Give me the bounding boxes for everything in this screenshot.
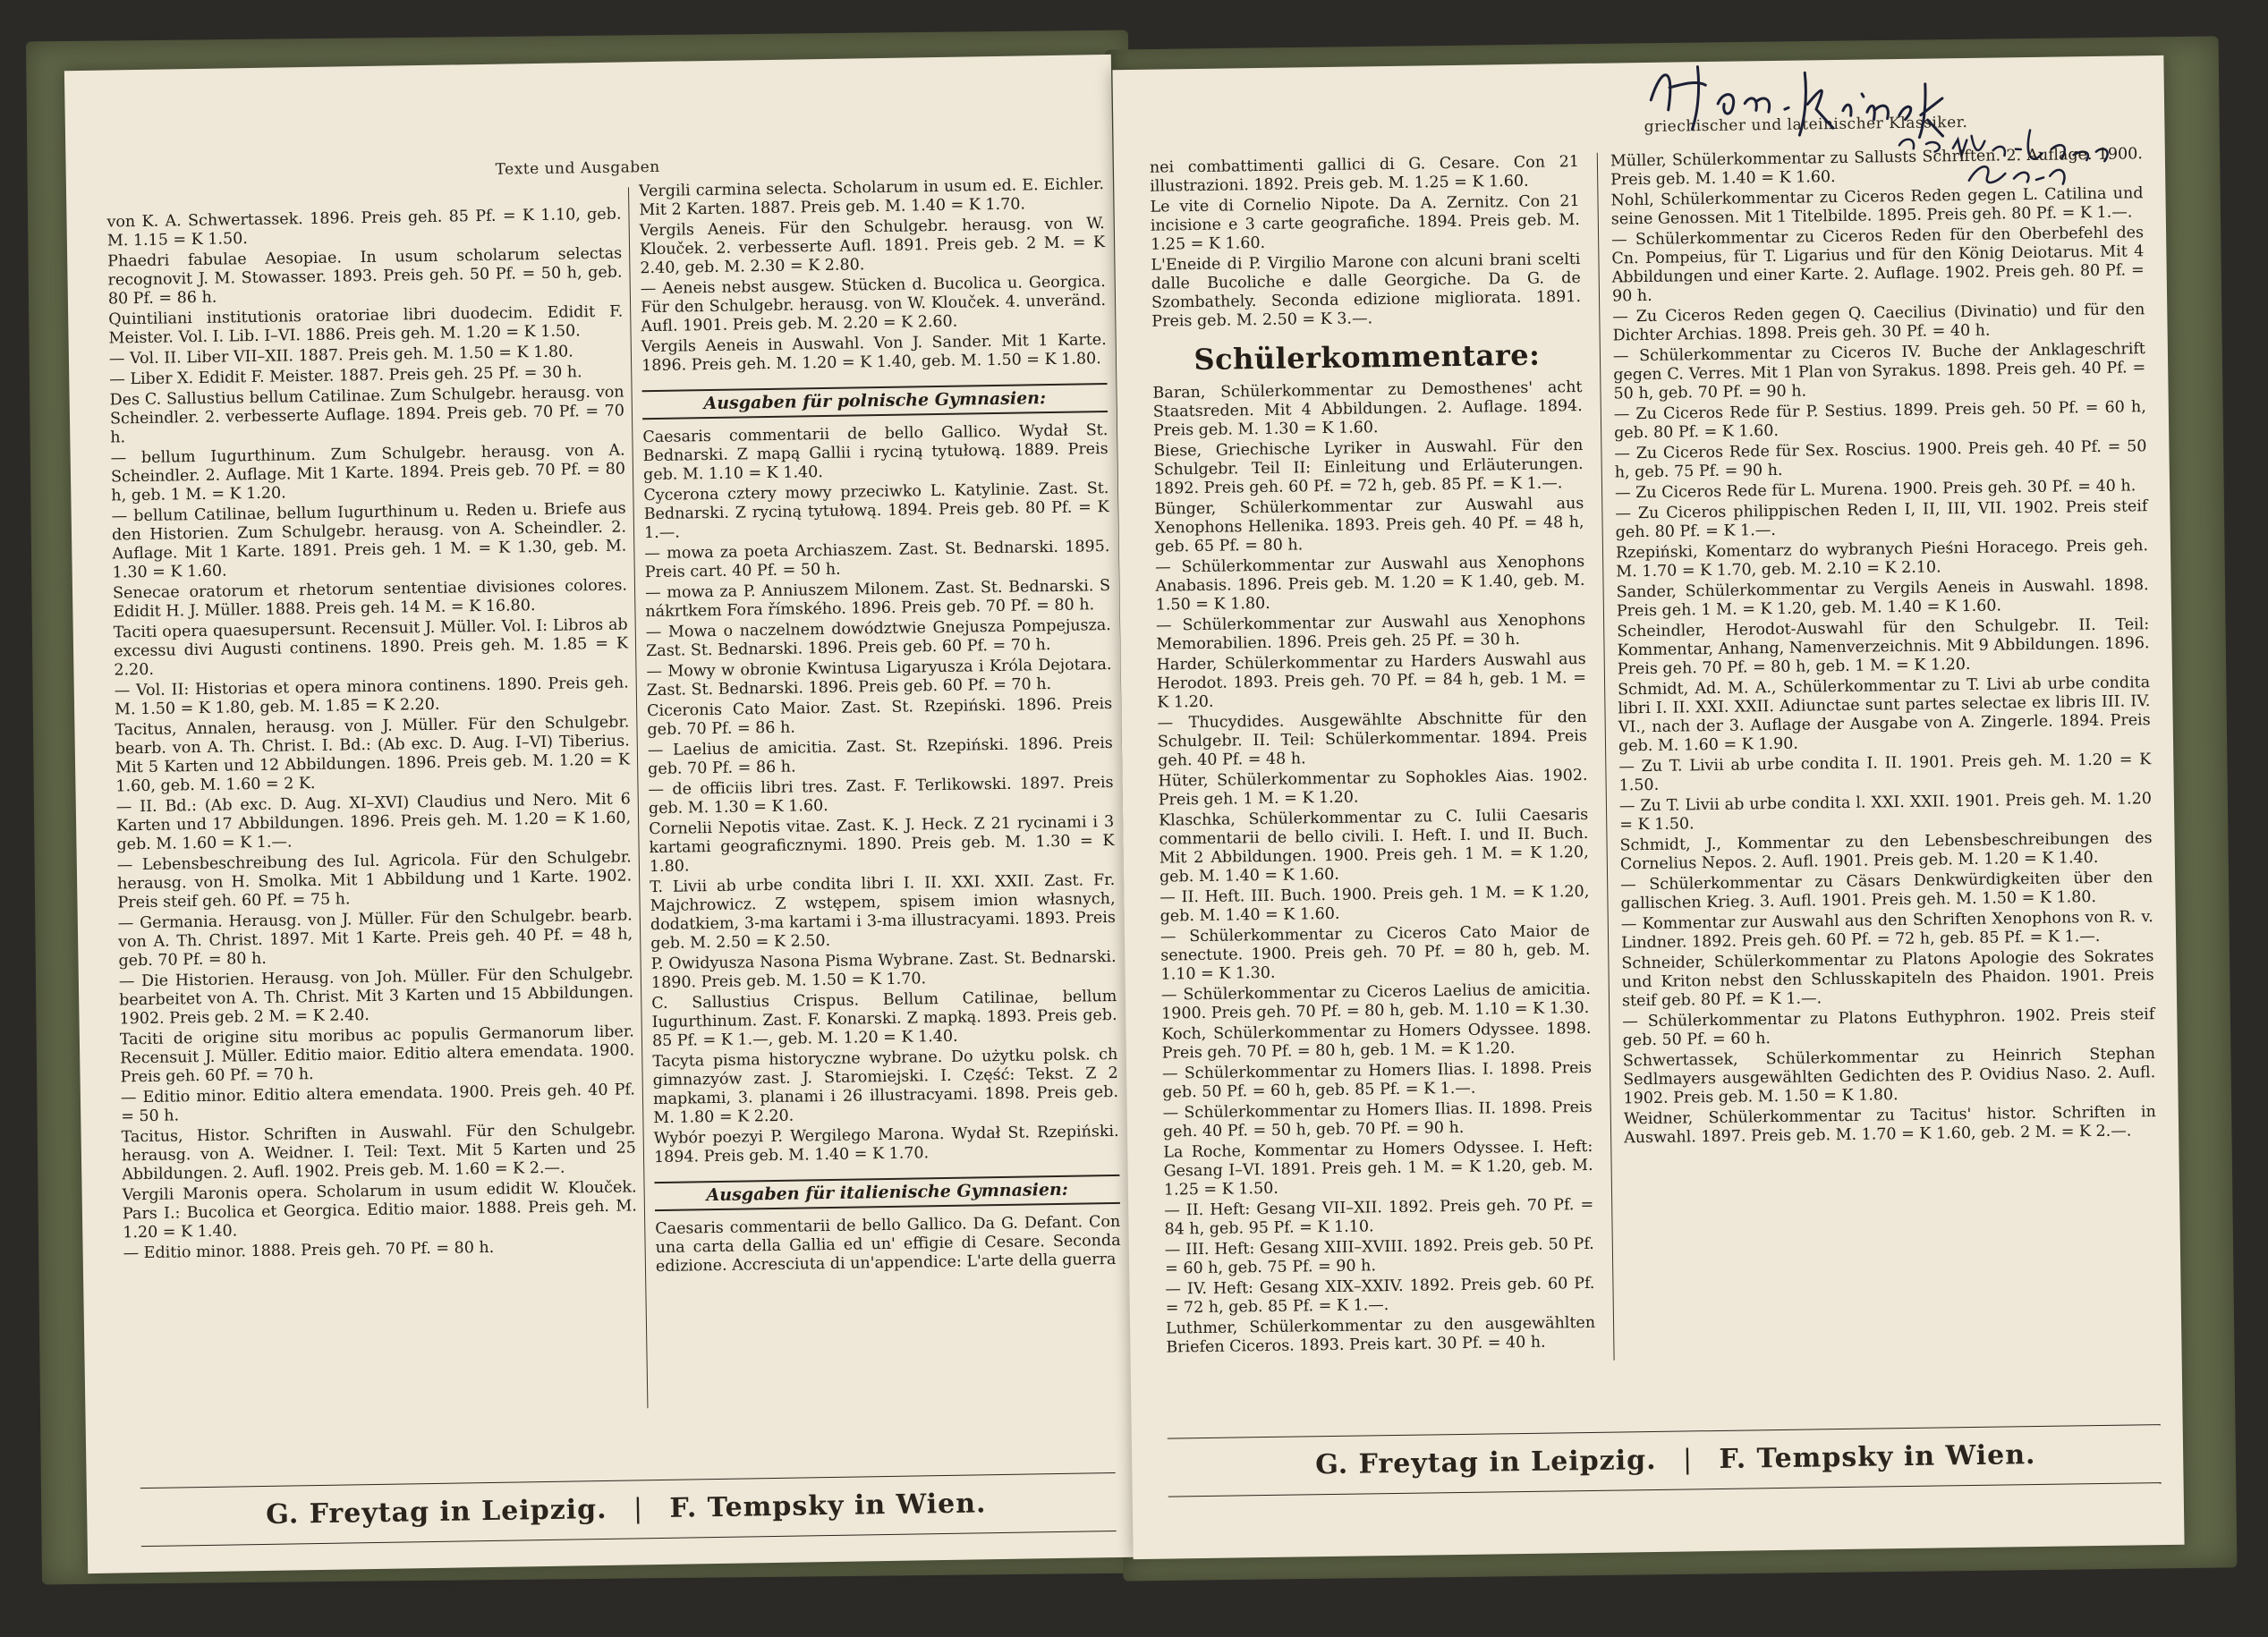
catalog-entry: Cycerona cztery mowy przeciwko L. Katylinie. Zast. St. Bednarski. Z ryciną tytułową. 1894. Preis geb. 80 Pf. = K 1.—. (643, 479, 1109, 543)
footer-rule (1168, 1424, 2161, 1438)
catalog-entry: — Zu Ciceros philippischen Reden I, II, III, VII. 1902. Preis steif geh. 80 Pf. = K 1.—. (1615, 497, 2148, 542)
catalog-entry: Schmidt, J., Kommentar zu den Lebensbeschreibungen des Cornelius Nepos. 2. Aufl. 1901. Preis geb. M. 1.20 = K 1.40. (1619, 829, 2153, 874)
catalog-entry: Luthmer, Schülerkommentar zu den ausgewählten Briefen Ciceros. 1893. Preis kart. 30 Pf. = 40 h. (1165, 1313, 1596, 1357)
catalog-entry: — Lebensbeschreibung des Iul. Agricola. Für den Schulgebr. herausg. von H. Smolka. Mit 1 Abbildung und 1 Karte. 1902. Preis steif geh. 60 Pf. = 75 h. (116, 848, 633, 912)
running-head: Texte und Ausgaben (495, 157, 660, 179)
catalog-entry: Schneider, Schülerkommentar zu Platons Apologie des Sokrates und Kriton nebst den Schlusskapiteln des Phaidon. 1901. Preis steif geb. 80 Pf. = K 1.—. (1621, 947, 2154, 1011)
catalog-entry: — IV. Heft: Gesang XIX–XXIV. 1892. Preis geb. 60 Pf. = 72 h, geb. 85 Pf. = K 1.—. (1165, 1274, 1595, 1318)
publisher-footer (266, 1488, 987, 1531)
catalog-entry: — Schülerkommentar zu Ciceros IV. Buche der Anklageschrift gegen C. Verres. Mit 1 Plan von Syrakus. 1898. Preis geh. 40 Pf. = 50 h, geb. 70 Pf. = 90 h. (1612, 340, 2146, 403)
catalog-entry: — II. Bd.: (Ab exc. D. Aug. XI–XVI) Claudius und Nero. Mit 6 Karten und 17 Abbildungen. 1896. Preis geh. M. 1.20 = K 1.60, geb. M. 1.60 = K 1.—. (115, 790, 632, 854)
catalog-entry: — Thucydides. Ausgewählte Abschnitte für den Schulgebr. II. Teil: Schülerkommentar. 1894. Preis geh. 40 Pf. = 48 h. (1157, 708, 1588, 770)
catalog-entry: — Schülerkommentar zu Platons Euthyphron. 1902. Preis steif geb. 50 Pf. = 60 h. (1622, 1005, 2155, 1050)
left-column-a (106, 206, 637, 1266)
catalog-entry: — mowa za poeta Archiaszem. Zast. St. Bednarski. 1895. Preis cart. 40 Pf. = 50 h. (644, 538, 1110, 582)
catalog-entry: — Schülerkommentar zu Homers Ilias. II. 1898. Preis geh. 40 Pf. = 50 h, geb. 70 Pf. = 90 h. (1162, 1098, 1593, 1141)
catalog-entry: Wybór poezyi P. Wergilego Marona. Wydał St. Rzepiński. 1894. Preis geb. M. 1.40 = K 1.70. (653, 1122, 1119, 1167)
catalog-entry: Tacitus, Histor. Schriften in Auswahl. Für den Schulgebr. herausg. von A. Weidner. I. Teil: Text. Mit 5 Karten und 25 Abbildungen. 2. Aufl. 1902. Preis geb. M. 1.60 = K 2.—. (121, 1120, 637, 1184)
catalog-entry: — Zu Ciceros Rede für L. Murena. 1900. Preis geh. 30 Pf. = 40 h. (1614, 477, 2136, 503)
catalog-entry: Biese, Griechische Lyriker in Auswahl. Für den Schulgebr. Teil II: Einleitung und Erläuterungen. 1892. Preis geh. 60 Pf. = 72 h, geb. 85 Pf. = K 1.—. (1153, 436, 1584, 498)
catalog-entry: Schwertassek, Schülerkommentar zu Heinrich Stephan Sedlmayers ausgewählten Gedichten des P. Ovidius Naso. 2. Aufl. 1902. Preis geb. M. 1.50 = K 1.80. (1622, 1045, 2156, 1108)
catalog-entry: — Kommentar zur Auswahl aus den Schriften Xenophons von R. v. Lindner. 1892. Preis geh. 60 Pf. = 72 h, geb. 85 Pf. = K 1.—. (1620, 908, 2153, 953)
catalog-entry: Senecae oratorum et rhetorum sententiae divisiones colores. Edidit H. J. Müller. 1888. Preis geh. 14 M. = K 16.80. (112, 576, 628, 622)
catalog-entry: Harder, Schülerkommentar zu Harders Auswahl aus Herodot. 1893. Preis geh. 70 Pf. = 84 h, geb. 1 M. = K 1.20. (1156, 649, 1587, 712)
catalog-entry: — Editio minor. 1888. Preis geh. 70 Pf. = 80 h. (123, 1238, 495, 1263)
catalog-entry: von K. A. Schwertassek. 1896. Preis geh. 85 Pf. = K 1.10, geb. M. 1.15 = K 1.50. (106, 205, 622, 250)
footer-rule (1168, 1482, 2162, 1497)
catalog-entry: — Mowy w obronie Kwintusa Ligaryusza i Króla Dejotara. Zast. St. Bednarski. 1896. Preis geb. 60 Pf. = 70 h. (646, 655, 1112, 700)
catalog-entry: Schmidt, Ad. M. A., Schülerkommentar zu T. Livi ab urbe condita libri I. II. XXI. XXII. Adiunctae sunt partes selectae ex libris III. IV. VI., nach der 3. Auflage der Ausgabe von A. Zingerle. 1894. Preis geb. M. 1.60 = K 1.90. (1618, 674, 2151, 756)
catalog-entry: Sander, Schülerkommentar zu Vergils Aeneis in Auswahl. 1898. Preis geh. 1 M. = K 1.20, geb. M. 1.40 = K 1.60. (1616, 576, 2149, 621)
catalog-entry: — Zu Ciceros Rede für P. Sestius. 1899. Preis geh. 50 Pf. = 60 h, geb. 80 Pf. = K 1.60. (1613, 398, 2146, 443)
right-page (1112, 55, 2184, 1559)
catalog-entry: Weidner, Schülerkommentar zu Tacitus' histor. Schriften in Auswahl. 1897. Preis geb. M. 1.70 = K 1.60, geb. 2 M. = K 2.—. (1623, 1103, 2156, 1148)
catalog-entry: — II. Heft: Gesang VII–XII. 1892. Preis geh. 70 Pf. = 84 h, geb. 95 Pf. = K 1.10. (1164, 1195, 1594, 1239)
catalog-entry: Ciceronis Cato Maior. Zast. St. Rzepiński. 1896. Preis geb. 70 Pf. = 86 h. (647, 694, 1113, 740)
catalog-entry: — Aeneis nebst ausgew. Stücken d. Bucolica u. Georgica. Für den Schulgebr. herausg. von W. Klouček. 4. unveränd. Aufl. 1901. Preis geb. M. 2.20 = K 2.60. (640, 273, 1107, 336)
catalog-entry: nei combattimenti gallici di G. Cesare. Con 21 illustrazioni. 1892. Preis geb. M. 1.25 = K 1.60. (1149, 153, 1580, 196)
catalog-entry: Nohl, Schülerkommentar zu Ciceros Reden gegen L. Catilina und seine Genossen. Mit 1 Titelbilde. 1895. Preis geh. 80 Pf. = K 1.—. (1610, 184, 2144, 229)
catalog-entry: C. Sallustius Crispus. Bellum Catilinae, bellum Iugurthinum. Zast. F. Konarski. Z mapką. 1893. Preis geb. 85 Pf. = K 1.—, geb. M. 1.20 = K 1.40. (651, 987, 1117, 1051)
footer-rule (140, 1472, 1116, 1489)
catalog-entry: — bellum Iugurthinum. Zum Schulgebr. herausg. von A. Scheindler. 2. Auflage. Mit 1 Karte. 1894. Preis geb. 70 Pf. = 80 h, geb. 1 M. = K 1.20. (110, 441, 626, 505)
catalog-entry: — Schülerkommentar zu Ciceros Reden für den Oberbefehl des Cn. Pompeius, für T. Ligarius und für den König Deiotarus. Mit 4 Abbildungen und einer Karte. 2. Auflage. 1902. Preis geh. 80 Pf. = 90 h. (1611, 224, 2145, 306)
catalog-entry: Caesaris commentarii de bello Gallico. Da G. Defant. Con una carta della Gallia ed un' effigie di Cesare. Seconda edizione. Accresciuta di un'appendice: L'arte della guerra (655, 1212, 1121, 1277)
footer-separator: | (633, 1493, 644, 1525)
catalog-entry: — de officiis libri tres. Zast. F. Terlikowski. 1897. Preis geb. M. 1.30 = K 1.60. (648, 773, 1114, 818)
catalog-entry: Vergils Aeneis. Für den Schulgebr. herausg. von W. Klouček. 2. verbesserte Aufl. 1891. Preis geb. 2 M. = K 2.40, geb. M. 2.30 = K 2.80. (639, 215, 1106, 278)
catalog-entry: — mowa za P. Anniuszem Milonem. Zast. St. Bednarski. S nákrtkem Fora římského. 1896. Preis geb. 70 Pf. = 80 h. (644, 576, 1111, 622)
catalog-entry: Koch, Schülerkommentar zu Homers Odyssee. 1898. Preis geh. 70 Pf. = 80 h, geb. 1 M. = K 1.20. (1161, 1019, 1592, 1063)
catalog-entry: — Die Historien. Herausg. von Joh. Müller. Für den Schulgebr. bearbeitet von A. Th. Christ. Mit 3 Karten und 15 Abbildungen. 1902. Preis geb. 2 M. = K 2.40. (118, 964, 634, 1029)
catalog-entry: Vergili Maronis opera. Scholarum in usum edidit W. Klouček. Pars I.: Bucolica et Georgica. Editio maior. 1888. Preis geh. M. 1.20 = K 1.40. (122, 1178, 638, 1243)
footer-rule (141, 1531, 1117, 1547)
catalog-entry: — Schülerkommentar zu Cäsars Denkwürdigkeiten über den gallischen Krieg. 3. Aufl. 1901. Preis geh. M. 1.50 = K 1.80. (1620, 869, 2153, 913)
catalog-entry: Baran, Schülerkommentar zu Demosthenes' acht Staatsreden. Mit 4 Abbildungen. 2. Auflage. 1894. Preis geb. M. 1.30 = K 1.60. (1152, 377, 1583, 440)
catalog-entry: Taciti opera quaesupersunt. Recensuit J. Müller. Vol. I: Libros ab excessu divi Augusti continens. 1890. Preis geh. M. 1.85 = K 2.20. (113, 615, 629, 680)
catalog-entry: Cornelii Nepotis vitae. Zast. K. J. Heck. Z 21 rycinami i 3 kartami geograficznymi. 1890. Preis geb. M. 1.30 = K 1.80. (649, 812, 1115, 877)
catalog-entry: — bellum Catilinae, bellum Iugurthinum u. Reden u. Briefe aus den Historien. Zum Schulgebr. herausg. von A. Scheindler. 2. Auflage. Mit 1 Karte. 1891. Preis geh. 1 M. = K 1.30, geb. M. 1.30 = K 1.60. (111, 499, 627, 582)
catalog-entry: — Schülerkommentar zu Ciceros Laelius de amicitia. 1900. Preis geh. 70 Pf. = 80 h, geb. M. 1.10 = K 1.30. (1160, 980, 1591, 1023)
catalog-entry: Vergils Aeneis in Auswahl. Von J. Sander. Mit 1 Karte. 1896. Preis geh. M. 1.20 = K 1.40, geb. M. 1.50 = K 1.80. (641, 331, 1107, 376)
catalog-entry: — II. Heft. III. Buch. 1900. Preis geh. 1 M. = K 1.20, geb. M. 1.40 = K 1.60. (1159, 882, 1590, 926)
catalog-entry: — Liber X. Edidit F. Meister. 1887. Preis geh. 25 Pf. = 30 h. (109, 363, 582, 389)
catalog-entry: Hüter, Schülerkommentar zu Sophokles Aias. 1902. Preis geh. 1 M. = K 1.20. (1158, 766, 1588, 810)
catalog-entry: Tacitus, Annalen, herausg. von J. Müller. Für den Schulgebr. bearb. von A. Th. Christ. I. Bd.: (Ab exc. D. Aug. I–VI) Tiberius. Mit 5 Karten und 12 Abbildungen. 1896. Preis geb. M. 1.20 = K 1.60, geb. M. 1.60 = 2 K. (115, 713, 631, 796)
catalog-entry: Müller, Schülerkommentar zu Sallusts Schriften. 2. Auflage. 1900. Preis geb. M. 1.40 = K 1.60. (1610, 145, 2143, 190)
catalog-entry: Vergili carmina selecta. Scholarum in usum ed. E. Eichler. Mit 2 Karten. 1887. Preis geb. M. 1.40 = K 1.70. (638, 175, 1105, 220)
section-title: Schülerkommentare: (1193, 337, 1541, 377)
catalog-entry: — Mowa o naczelnem dowództwie Gnejusza Pompejusza. Zast. St. Bednarski. 1896. Preis geb. 60 Pf. = 70 h. (645, 615, 1111, 661)
catalog-entry: — Laelius de amicitia. Zast. St. Rzepiński. 1896. Preis geb. 70 Pf. = 86 h. (647, 734, 1113, 779)
catalog-entry: — Schülerkommentar zur Auswahl aus Xenophons Memorabilien. 1896. Preis geh. 25 Pf. = 30 h. (1155, 610, 1586, 654)
catalog-entry: La Roche, Kommentar zu Homers Odyssee. I. Heft: Gesang I–VI. 1891. Preis geh. 1 M. = K 1.20, geb. M. 1.25 = K 1.50. (1163, 1137, 1593, 1200)
left-page (64, 55, 1134, 1573)
catalog-entry: — Vol. II: Historias et opera minora continens. 1890. Preis geh. M. 1.50 = K 1.80, geb. M. 1.85 = K 2.20. (114, 674, 629, 719)
catalog-entry: — Editio minor. Editio altera emendata. 1900. Preis geh. 40 Pf. = 50 h. (120, 1081, 636, 1126)
polish-section-heading: Ausgaben für polnische Gymnasien: (642, 383, 1108, 420)
catalog-entry: — Zu Ciceros Rede für Sex. Roscius. 1900. Preis geh. 40 Pf. = 50 h, geb. 75 Pf. = 90 h. (1614, 437, 2147, 482)
publisher-leipzig: G. Freytag in Leipzig. (1314, 1444, 1657, 1481)
catalog-entry: — Zu T. Livii ab urbe condita I. II. 1901. Preis geh. M. 1.20 = K 1.50. (1618, 751, 2152, 795)
catalog-entry: Des C. Sallustius bellum Catilinae. Zum Schulgebr. herausg. von Scheindler. 2. verbesserte Auflage. 1894. Preis geb. 70 Pf. = 70 h. (109, 383, 625, 447)
publisher-footer (1315, 1439, 2036, 1480)
catalog-entry: Bünger, Schülerkommentar zur Auswahl aus Xenophons Hellenika. 1893. Preis geh. 40 Pf. = 48 h, geb. 65 Pf. = 80 h. (1154, 494, 1584, 556)
catalog-entry: — Germania. Herausg. von J. Müller. Für den Schulgebr. bearb. von A. Th. Christ. 1897. Mit 1 Karte. Preis geh. 40 Pf. = 48 h, geb. 70 Pf. = 80 h. (117, 906, 633, 971)
catalog-entry: — Zu T. Livii ab urbe condita l. XXI. XXII. 1901. Preis geh. M. 1.20 = K 1.50. (1618, 790, 2153, 835)
catalog-entry: — Zu Ciceros Reden gegen Q. Caecilius (Divinatio) und für den Dichter Archias. 1898. Preis geh. 30 Pf. = 40 h. (1612, 301, 2145, 345)
catalog-entry: Taciti de origine situ moribus ac populis Germanorum liber. Recensuit J. Müller. Editio maior. Editio altera emendata. 1900. Preis geh. 60 Pf. = 70 h. (119, 1022, 635, 1087)
right-column-d (1610, 145, 2157, 1149)
catalog-entry: Klaschka, Schülerkommentar zu C. Iulii Caesaris commentarii de bello civili. I. Heft. I. und II. Buch. Mit 2 Abbildungen. 1900. Preis geh. 1 M. = K 1.20, geb. M. 1.40 = K 1.60. (1159, 805, 1589, 886)
catalog-entry: — Vol. II. Liber VII–XII. 1887. Preis geh. M. 1.50 = K 1.80. (108, 343, 573, 369)
catalog-entry: P. Owidyusza Nasona Pisma Wybrane. Zast. St. Bednarski. 1890. Preis geb. M. 1.50 = K 1.70. (650, 947, 1117, 993)
catalog-entry: L'Eneide di P. Virgilio Marone con alcuni brani scelti dalle Bucoliche e dalle Georgiche. Da G. de Szombathely. Seconda edizione migliorata. 1891. Preis geb. M. 2.50 = K 3.—. (1151, 250, 1582, 331)
catalog-entry: — Schülerkommentar zur Auswahl aus Xenophons Anabasis. 1896. Preis geb. M. 1.20 = K 1.40, geb. M. 1.50 = K 1.80. (1155, 552, 1585, 615)
catalog-entry: Scheindler, Herodot-Auswahl für den Schulgebr. II. Teil: Kommentar, Anhang, Namenverzeichnis. Mit 9 Abbildungen. 1896. Preis geh. 70 Pf. = 80 h, geb. 1 M. = K 1.20. (1617, 615, 2150, 679)
catalog-entry: — Schülerkommentar zu Homers Ilias. I. 1898. Preis geb. 50 Pf. = 60 h, geb. 85 Pf. = K 1.—. (1161, 1058, 1593, 1102)
catalog-entry: Le vite di Cornelio Nipote. Da A. Zernitz. Con 21 incisione e 3 carte geografiche. 1894. Preis geb. M. 1.25 = K 1.60. (1150, 192, 1580, 254)
catalog-entry: Rzepiński, Komentarz do wybranych Pieśni Horacego. Preis geh. M. 1.70 = K 1.70, geb. M. 2.10 = K 2.10. (1615, 537, 2149, 581)
publisher-wien: F. Tempsky in Wien. (669, 1488, 987, 1524)
catalog-entry: Quintiliani institutionis oratoriae libri duodecim. Edidit F. Meister. Vol. I. Lib. I–VI. 1886. Preis geh. M. 1.20 = K 1.50. (108, 302, 624, 348)
catalog-entry: Tacyta pisma historyczne wybrane. Do użytku polsk. ch gimnazyów zast. J. Staromiejski. I. Część: Tekst. Z 2 mapkami, 3. planami i 26 illustracyami. 1898. Preis geb. M. 1.80 = K 2.20. (652, 1045, 1119, 1128)
catalog-entry: — III. Heft: Gesang XIII–XVIII. 1892. Preis geb. 50 Pf. = 60 h, geb. 75 Pf. = 90 h. (1164, 1234, 1594, 1278)
italian-section-heading: Ausgaben für italienische Gymnasien: (654, 1175, 1119, 1211)
footer-separator: | (1682, 1444, 1694, 1476)
publisher-leipzig: G. Freytag in Leipzig. (265, 1493, 607, 1531)
running-head: griechischer und lateinischer Klassiker. (1644, 113, 1968, 136)
catalog-entry: Phaedri fabulae Aesopiae. In usum scholarum selectas recognovit J. M. Stowasser. 1893. Preis geh. 50 Pf. = 50 h, geb. 80 Pf. = 86 h. (107, 244, 623, 309)
left-column-b (639, 175, 1121, 1278)
catalog-entry: — Schülerkommentar zu Ciceros Cato Maior de senectute. 1900. Preis geh. 70 Pf. = 80 h, geb. M. 1.10 = K 1.30. (1159, 921, 1591, 984)
catalog-entry: T. Livii ab urbe condita libri I. II. XXI. XXII. Zast. Fr. Majchrowicz. Z wstępem, spisem imion własnych, dodatkiem, 3-ma kartami i 3-ma illustracyami. 1893. Preis geb. M. 2.50 = K 2.50. (650, 870, 1117, 954)
right-column-c (1150, 153, 1596, 1360)
catalog-entry: Caesaris commentarii de bello Gallico. Wydał St. Bednarski. Z mapą Gallii i ryciną tytułową. 1889. Preis geb. M. 1.10 = K 1.40. (642, 421, 1109, 485)
publisher-wien: F. Tempsky in Wien. (1719, 1439, 2036, 1475)
